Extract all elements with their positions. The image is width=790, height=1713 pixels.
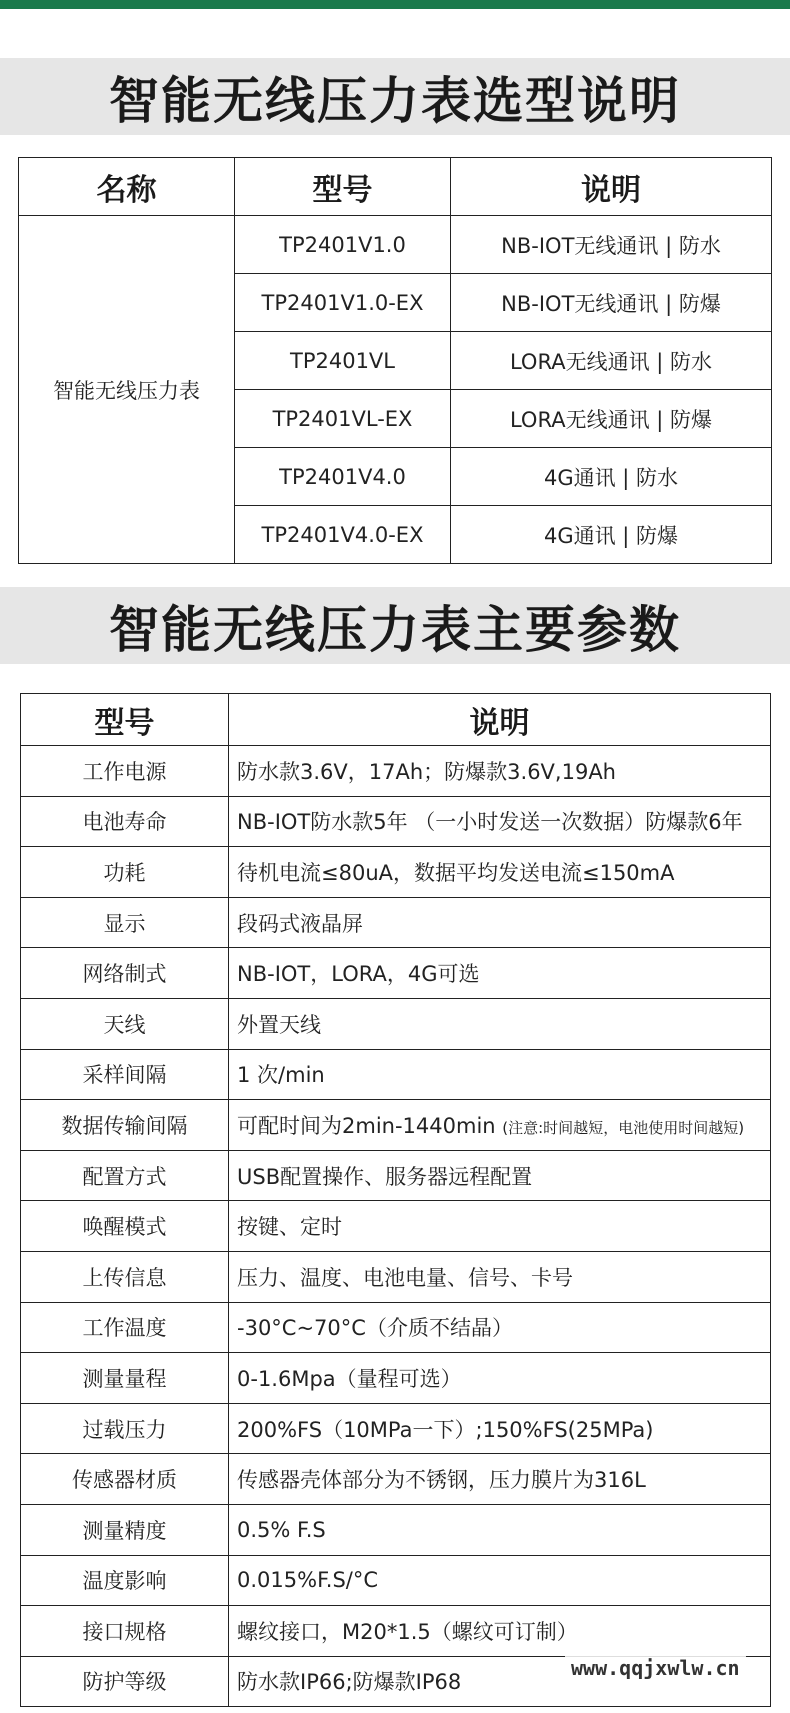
parameter-name-cell: 电池寿命 xyxy=(21,796,229,847)
description-cell: NB-IOT无线通讯 | 防爆 xyxy=(451,274,772,332)
table-row xyxy=(21,1049,771,1100)
parameter-note: (注意:时间越短，电池使用时间越短) xyxy=(502,1118,745,1137)
table-row xyxy=(21,1201,771,1252)
parameter-name-cell: 接口规格 xyxy=(21,1606,229,1657)
parameter-name-cell: 数据传输间隔 xyxy=(21,1100,229,1151)
top-accent-bar xyxy=(0,0,790,9)
model-cell: TP2401V4.0 xyxy=(235,448,451,506)
table-row xyxy=(21,1353,771,1404)
parameter-name-cell: 传感器材质 xyxy=(21,1454,229,1505)
parameter-name-cell: 网络制式 xyxy=(21,948,229,999)
parameter-value-cell: 防水款3.6V，17Ah；防爆款3.6V,19Ah xyxy=(229,746,771,797)
parameter-value-cell: NB-IOT防水款5年 （一小时发送一次数据）防爆款6年 xyxy=(229,796,771,847)
selection-header-row xyxy=(19,158,772,216)
table-row xyxy=(21,796,771,847)
parameter-value-cell: 外置天线 xyxy=(229,998,771,1049)
table-row xyxy=(21,1251,771,1302)
parameter-name-cell: 防护等级 xyxy=(21,1656,229,1707)
parameter-value-cell: USB配置操作、服务器远程配置 xyxy=(229,1150,771,1201)
table-row xyxy=(21,1504,771,1555)
parameter-value-text: 可配时间为2min-1440min xyxy=(237,1113,496,1138)
parameter-value-cell: 段码式液晶屏 xyxy=(229,897,771,948)
parameter-name-cell: 天线 xyxy=(21,998,229,1049)
table-row xyxy=(21,1302,771,1353)
table-row xyxy=(21,897,771,948)
selection-section-title: 智能无线压力表选型说明 xyxy=(109,71,681,130)
header-name: 名称 xyxy=(19,158,235,216)
parameter-value-cell xyxy=(229,1100,771,1151)
parameter-value-cell: 按键、定时 xyxy=(229,1201,771,1252)
parameter-value-cell: 0.5% F.S xyxy=(229,1504,771,1555)
table-row xyxy=(21,948,771,999)
selection-table xyxy=(18,157,772,564)
parameter-value-cell: 防水款IP66;防爆款IP68 xyxy=(229,1656,771,1707)
parameter-name-cell: 工作电源 xyxy=(21,746,229,797)
table-row xyxy=(21,1150,771,1201)
parameter-name-cell: 上传信息 xyxy=(21,1251,229,1302)
parameter-name-cell: 测量量程 xyxy=(21,1353,229,1404)
parameter-value-cell: 200%FS（10MPa一下）;150%FS(25MPa) xyxy=(229,1403,771,1454)
parameter-name-cell: 过载压力 xyxy=(21,1403,229,1454)
model-cell: TP2401V1.0-EX xyxy=(235,274,451,332)
parameters-section-banner xyxy=(0,587,790,664)
model-cell: TP2401V1.0 xyxy=(235,216,451,274)
description-cell: NB-IOT无线通讯 | 防水 xyxy=(451,216,772,274)
parameters-section-title: 智能无线压力表主要参数 xyxy=(109,600,681,659)
product-name-cell: 智能无线压力表 xyxy=(19,216,235,564)
parameter-value-cell: NB-IOT，LORA，4G可选 xyxy=(229,948,771,999)
parameter-value-cell: 0.015%F.S/°C xyxy=(229,1555,771,1606)
header-description: 说明 xyxy=(229,694,771,746)
description-cell: 4G通讯 | 防爆 xyxy=(451,506,772,564)
table-row xyxy=(19,216,772,274)
description-cell: 4G通讯 | 防水 xyxy=(451,448,772,506)
header-model: 型号 xyxy=(235,158,451,216)
parameter-value-cell: 传感器壳体部分为不锈钢，压力膜片为316L xyxy=(229,1454,771,1505)
parameter-value-cell: 螺纹接口，M20*1.5（螺纹可订制） xyxy=(229,1606,771,1657)
table-row xyxy=(21,1606,771,1657)
parameter-value-cell: -30°C~70°C（介质不结晶） xyxy=(229,1302,771,1353)
table-row xyxy=(21,1454,771,1505)
parameter-value-cell: 待机电流≤80uA，数据平均发送电流≤150mA xyxy=(229,847,771,898)
parameter-name-cell: 温度影响 xyxy=(21,1555,229,1606)
selection-section-banner xyxy=(0,58,790,135)
watermark-url: www.qqjxwlw.cn xyxy=(565,1656,746,1680)
table-row xyxy=(21,1555,771,1606)
parameter-name-cell: 工作温度 xyxy=(21,1302,229,1353)
header-parameter: 型号 xyxy=(21,694,229,746)
parameter-name-cell: 采样间隔 xyxy=(21,1049,229,1100)
parameters-table xyxy=(20,693,771,1707)
model-cell: TP2401V4.0-EX xyxy=(235,506,451,564)
table-row xyxy=(21,1100,771,1151)
model-cell: TP2401VL-EX xyxy=(235,390,451,448)
parameter-value-cell: 0-1.6Mpa（量程可选） xyxy=(229,1353,771,1404)
model-cell: TP2401VL xyxy=(235,332,451,390)
parameter-value-cell: 1 次/min xyxy=(229,1049,771,1100)
table-row xyxy=(21,847,771,898)
table-row xyxy=(21,746,771,797)
header-description: 说明 xyxy=(451,158,772,216)
description-cell: LORA无线通讯 | 防水 xyxy=(451,332,772,390)
table-row xyxy=(21,1403,771,1454)
parameter-value-cell: 压力、温度、电池电量、信号、卡号 xyxy=(229,1251,771,1302)
parameter-name-cell: 配置方式 xyxy=(21,1150,229,1201)
parameter-name-cell: 测量精度 xyxy=(21,1504,229,1555)
parameter-name-cell: 唤醒模式 xyxy=(21,1201,229,1252)
description-cell: LORA无线通讯 | 防爆 xyxy=(451,390,772,448)
parameter-name-cell: 显示 xyxy=(21,897,229,948)
parameters-header-row xyxy=(21,694,771,746)
table-row xyxy=(21,998,771,1049)
parameter-name-cell: 功耗 xyxy=(21,847,229,898)
